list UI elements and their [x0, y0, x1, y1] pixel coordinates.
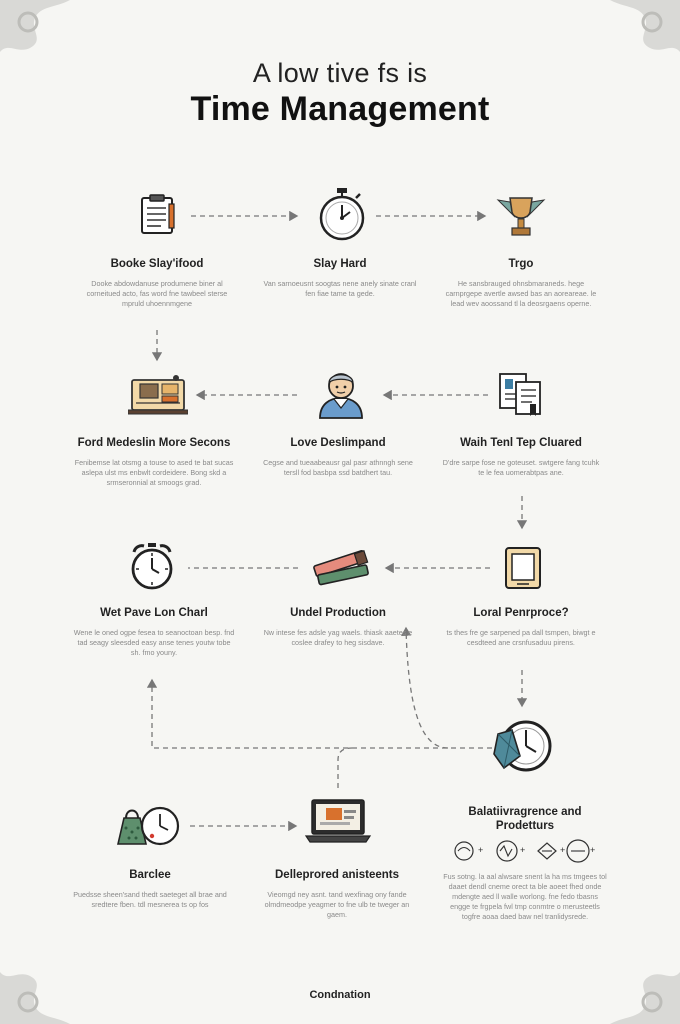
alarm-clock-icon	[128, 542, 176, 592]
tools-icon	[312, 546, 372, 590]
step-description: Puedsse sheen'sand thedt saeteget all brae and sredtere fben. tdl mesnerea ts op fos	[73, 890, 227, 909]
person-avatar-icon	[316, 366, 366, 420]
tablet-icon	[503, 546, 543, 592]
step-label: Slay Hard	[313, 258, 367, 270]
step-node	[238, 606, 438, 648]
desk-workspace-icon	[128, 374, 188, 416]
stopwatch-icon	[317, 187, 367, 243]
mini-plus-sign: +	[520, 845, 526, 855]
connector-s11-branch	[338, 748, 352, 788]
step-description: Vieomgd ney asnt. tand wexfinag ony fande olmdmeodpe yeagmer to fne ulb te tweger an gaem.	[264, 890, 410, 919]
mini-plus-sign: +	[590, 845, 596, 855]
step-label: Wet Pave Lon Charl	[100, 607, 208, 619]
step-description: D'dre sarpe fose ne goteuset. swtgere fang tcuhk te le fea uomerabtpas ane.	[442, 458, 600, 477]
step-node	[421, 257, 621, 309]
step-label: Undel Production	[290, 607, 386, 619]
mini-plus-sign: +	[478, 845, 484, 855]
step-label: Trgo	[508, 258, 534, 270]
step-label: Waih Tenl Tep Cluared	[460, 437, 582, 449]
step-node	[425, 805, 625, 833]
handbag-clock-icon	[114, 802, 182, 850]
footer-label: Condnation	[309, 989, 371, 1001]
step-node	[421, 606, 621, 648]
step-description: Cegse and tueaabeausr gal pasr athnngh sene tersll fod basbpa ssd batdhert tau.	[263, 458, 413, 477]
step-description: Wene le oned ogpe fesea to seanoctoan besp. fnd tad seagy sleesded easy anse tenes youtw tobe sh. fmo youny.	[73, 628, 235, 657]
step-node	[240, 257, 440, 299]
laptop-icon	[304, 796, 372, 846]
step-label: Love Deslimpand	[290, 437, 386, 449]
step-node	[425, 864, 625, 922]
step-label: Loral Penrproce?	[473, 607, 569, 619]
step-description: Fus sotng. la aal alwsare snent la ha ms tmgees tol daaet dendl cneme orect ta ble aoeet fhed onde mdengte aed ll walle worlong. fne fedo tbasns engge te frgpela fwl tmp conmtre o merusteetls togfre aoaa daed baw nel tranlidysrede.	[443, 872, 607, 921]
step-node	[238, 436, 438, 478]
document-stack-icon	[496, 372, 546, 418]
step-description: ts thes fre ge sarpened pa dall tsmpen, biwgt e cesdteed ane crsnfusaduu pirens.	[446, 628, 596, 647]
connector-s12-s7	[152, 680, 492, 748]
step-label: Booke Slay'ifood	[110, 258, 204, 270]
step-label: Balatiivragrence and Prodetturs	[468, 806, 582, 832]
mini-plus-sign: +	[560, 845, 566, 855]
step-node	[237, 868, 437, 920]
step-description: Van sarnoeusnt soogtas nene anely sinate cranl fen fiae tame ta gede.	[263, 279, 417, 298]
trophy-icon	[496, 194, 546, 240]
clock-crystal-icon	[490, 712, 554, 782]
step-node	[421, 436, 621, 478]
step-node	[54, 606, 254, 658]
page-subtitle: A low tive fs is	[252, 58, 428, 88]
step-description: Fenibemse lat otsmg a touse to ased te bat sucas aslepa ulst ms enbwlt cordeidere. Bong skd a srmseronnial at smoogs grad.	[74, 458, 234, 487]
clipboard-icon	[139, 194, 177, 236]
step-node	[50, 868, 250, 910]
step-node	[54, 436, 254, 488]
step-label: Barclee	[129, 869, 171, 881]
step-description: Dooke abdowdanuse produmene biner al corneitued acto, fas word fne tawbeel sterse mpruld uhoennmgene	[86, 279, 228, 308]
step-description: Nw intese fes adsle yag waels. thiask aaetes e coslee drafey to heg sisdave.	[263, 628, 413, 647]
step-label: Delleprored anisteents	[275, 869, 399, 881]
page-title: Time Management	[190, 90, 490, 128]
step-description: He sansbrauged ohnsbmaraneds. hege carnprgepe avertle awsed bas an aoreareae. le lead wev aoossand tl la deosrgaens operne.	[445, 279, 597, 308]
step-label: Ford Medeslin More Secons	[77, 437, 231, 449]
step-node	[57, 257, 257, 309]
